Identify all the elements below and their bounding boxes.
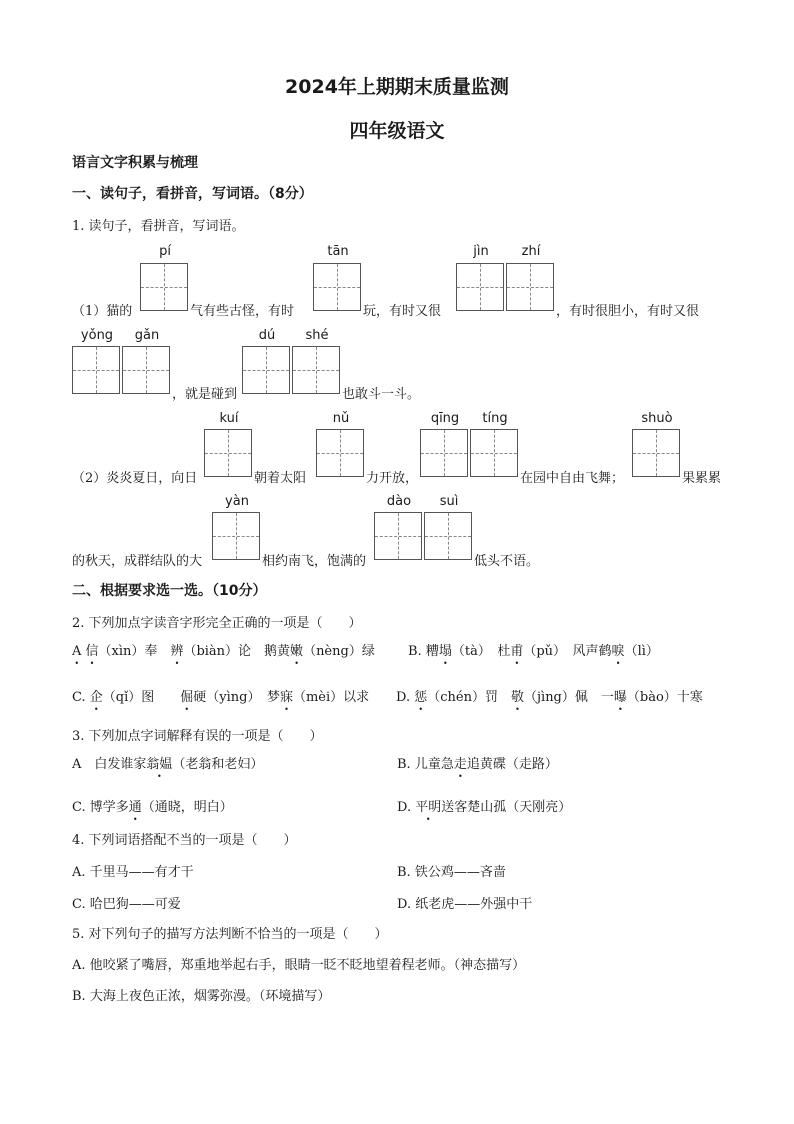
- option-text: D.: [397, 800, 416, 815]
- pinyin-gan: gǎn: [134, 328, 160, 343]
- dotted-char: 倔: [180, 690, 194, 705]
- exam-subtitle: 四年级语文: [349, 120, 445, 142]
- dotted-word: 平明: [415, 800, 442, 815]
- pinyin-pi: pí: [159, 244, 171, 259]
- s2-text-6: 的秋天，成群结队的大: [72, 554, 203, 569]
- char-box[interactable]: [374, 512, 422, 560]
- option-text: （qǐ）图: [102, 690, 181, 705]
- dotted-word: 通: [128, 800, 142, 815]
- pinyin-zhi: zhí: [521, 244, 541, 259]
- s2-text-3: 力开放，: [366, 471, 419, 486]
- dotted-char: 敬: [510, 690, 524, 705]
- s1-text-6: 也敢斗一斗。: [342, 387, 421, 402]
- dotted-word: 翁媪: [146, 757, 173, 772]
- pinyin-tan: tān: [327, 244, 349, 259]
- char-box[interactable]: [313, 263, 361, 311]
- option-label: A •: [72, 644, 81, 659]
- pinyin-yan: yàn: [225, 494, 249, 509]
- option-text: （chén）罚: [427, 690, 511, 705]
- q3-option-d[interactable]: [397, 796, 571, 815]
- q3-option-b[interactable]: [397, 753, 558, 772]
- dotted-char: 信: [85, 644, 99, 659]
- s2-text-2: 朝着太阳: [254, 471, 307, 486]
- q2-option-b[interactable]: [408, 640, 659, 659]
- part1-heading: 一、读句子，看拼音，写词语。（8分）: [72, 186, 313, 202]
- q2-option-c[interactable]: [72, 686, 369, 705]
- s1-text-2: 气有些古怪，有时: [190, 304, 295, 319]
- option-label: D.: [396, 690, 415, 705]
- section-label: 语言文字积累与梳理: [72, 155, 198, 171]
- option-text: （xìn）奉: [98, 644, 171, 659]
- option-text: A 白发谁家: [72, 757, 147, 772]
- pinyin-dao: dào: [386, 494, 412, 509]
- option-text: B. 儿童急: [397, 757, 454, 772]
- option-text: C. 博学多: [72, 800, 129, 815]
- q2-option-d[interactable]: [396, 686, 703, 705]
- dotted-char: 企: [89, 690, 103, 705]
- option-text: （biàn）论 鹅黄: [183, 644, 291, 659]
- option-text: （lì）: [624, 644, 659, 659]
- q2-option-a[interactable]: [72, 640, 375, 659]
- q3-option-a[interactable]: [72, 753, 263, 772]
- option-text: 硬（yìng） 梦: [193, 690, 280, 705]
- q5-option-a[interactable]: A. 他咬紧了嘴唇，郑重地举起右手，眼睛一眨不眨地望着程老师。（神态描写）: [72, 958, 526, 973]
- dotted-char: 曝: [613, 690, 627, 705]
- dotted-char: 嫩: [290, 644, 304, 659]
- option-label: B. 糟: [408, 644, 439, 659]
- pinyin-yong: yǒng: [80, 328, 114, 343]
- pinyin-du: dú: [258, 328, 276, 343]
- option-text: 送客楚山孤（天刚亮）: [441, 800, 572, 815]
- s1-text-5: ，就是碰到: [172, 387, 238, 402]
- pinyin-jin: jìn: [473, 244, 489, 259]
- option-label: C.: [72, 690, 90, 705]
- option-text: （老翁和老妇）: [172, 757, 264, 772]
- q4-stem: 4. 下列词语搭配不当的一项是（ ）: [72, 833, 297, 848]
- char-box[interactable]: [72, 346, 120, 394]
- q1-stem: 1. 读句子，看拼音，写词语。: [72, 219, 245, 234]
- char-box[interactable]: [470, 429, 518, 477]
- s2-text-4: 在园中自由飞舞；: [520, 471, 625, 486]
- s2-text-7: 相约南飞，饱满的: [262, 554, 367, 569]
- q3-option-c[interactable]: [72, 796, 233, 815]
- q4-option-c[interactable]: C. 哈巴狗——可爱: [72, 897, 181, 912]
- q3-stem: 3. 下列加点字词解释有误的一项是（ ）: [72, 729, 323, 744]
- char-box[interactable]: [140, 263, 188, 311]
- dotted-char: 甫: [510, 644, 524, 659]
- q5-stem: 5. 对下列句子的描写方法判断不恰当的一项是（ ）: [72, 927, 388, 942]
- option-text: （bào）十寒: [626, 690, 703, 705]
- s1-text-3: 玩，有时又很: [363, 304, 442, 319]
- s1-text-4: ，有时很胆小，有时又很: [556, 304, 700, 319]
- pinyin-nu: nǔ: [332, 411, 350, 426]
- q4-option-a[interactable]: A. 千里马——有才干: [72, 865, 194, 880]
- q2-stem: 2. 下列加点字读音字形完全正确的一项是（ ）: [72, 616, 362, 631]
- pinyin-kui: kuí: [219, 411, 239, 426]
- dotted-char: 唳: [611, 644, 625, 659]
- pinyin-shuo: shuò: [641, 411, 673, 426]
- option-text: （nèng）绿: [303, 644, 375, 659]
- char-box[interactable]: [212, 512, 260, 560]
- char-box[interactable]: [122, 346, 170, 394]
- char-box[interactable]: [632, 429, 680, 477]
- char-box[interactable]: [420, 429, 468, 477]
- q4-option-d[interactable]: D. 纸老虎——外强中干: [397, 897, 533, 912]
- s2-text-8: 低头不语。: [474, 554, 540, 569]
- s2-text-1: （2）炎炎夏日，向日: [72, 471, 198, 486]
- pinyin-sui: suì: [439, 494, 459, 509]
- char-box[interactable]: [456, 263, 504, 311]
- char-box[interactable]: [204, 429, 252, 477]
- char-box[interactable]: [424, 512, 472, 560]
- char-box[interactable]: [292, 346, 340, 394]
- option-text: （jìng）佩 一: [524, 690, 614, 705]
- option-text: （pǔ） 风声鹤: [523, 644, 612, 659]
- s2-text-5: 果累累: [682, 471, 722, 486]
- part2-heading: 二、根据要求选一选。（10分）: [72, 583, 267, 599]
- dotted-char: 惩: [414, 690, 428, 705]
- pinyin-ting: tíng: [482, 411, 508, 426]
- option-text: （通晓，明白）: [141, 800, 233, 815]
- option-text: （tà） 杜: [451, 644, 511, 659]
- char-box[interactable]: [242, 346, 290, 394]
- option-text: （mèi）以求: [292, 690, 370, 705]
- pinyin-she: shé: [305, 328, 329, 343]
- q4-option-b[interactable]: B. 铁公鸡——吝啬: [397, 865, 506, 880]
- option-text: 追黄碟（走路）: [466, 757, 558, 772]
- char-box[interactable]: [506, 263, 554, 311]
- char-box[interactable]: [316, 429, 364, 477]
- dotted-word: 走: [453, 757, 467, 772]
- dotted-char: 寐: [279, 690, 293, 705]
- s1-text-1: （1）猫的: [72, 304, 133, 319]
- pinyin-qing: qīng: [430, 411, 460, 426]
- q5-option-b[interactable]: B. 大海上夜色正浓，烟雾弥漫。（环境描写）: [72, 989, 331, 1004]
- dotted-char: 塌: [438, 644, 452, 659]
- exam-title: 2024年上期期末质量监测: [285, 76, 509, 98]
- dotted-char: 辨: [170, 644, 184, 659]
